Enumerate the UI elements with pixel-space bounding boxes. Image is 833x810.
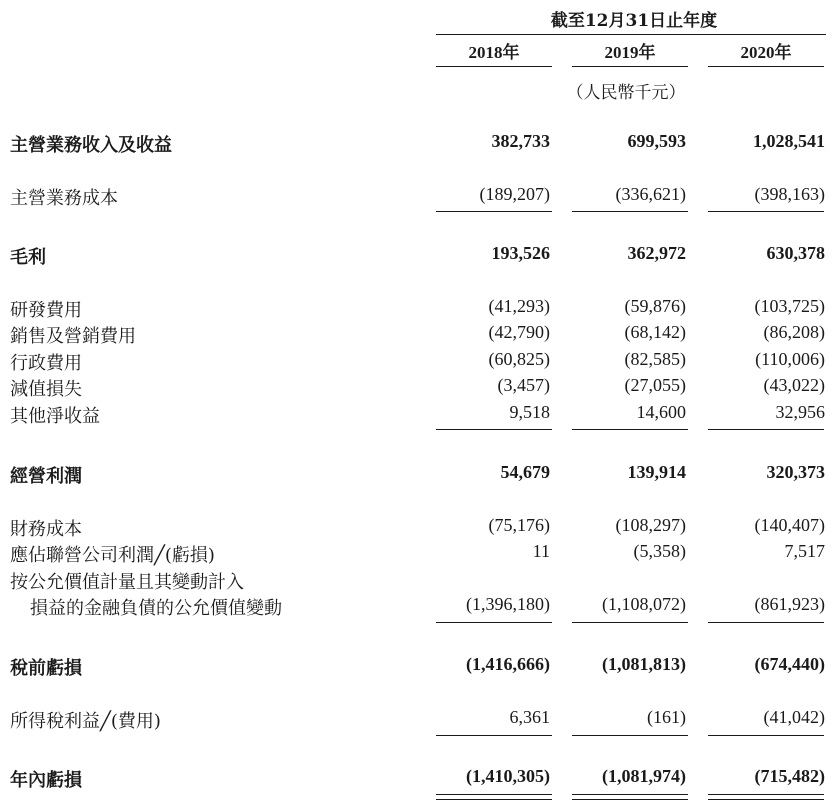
value-2019: (1,081,974) xyxy=(602,766,686,786)
value-2020: (674,440) xyxy=(754,654,825,674)
year-header-2018: 2018年 xyxy=(468,43,520,62)
row-label: 毛利 xyxy=(10,247,46,268)
row-admin-expenses xyxy=(0,349,833,375)
value-2018: (3,457) xyxy=(497,375,550,395)
row-label: 其他淨收益 xyxy=(10,406,100,427)
row-operating-profit xyxy=(0,462,833,488)
row-label: 財務成本 xyxy=(10,519,82,540)
value-2020: (41,042) xyxy=(763,707,825,727)
row-label: 應佔聯營公司利潤╱(虧損) xyxy=(10,545,215,566)
subtotal-rule xyxy=(436,622,552,623)
year-header-2020: 2020年 xyxy=(740,43,792,62)
subtotal-rule xyxy=(708,429,824,430)
row-rd-expenses xyxy=(0,296,833,322)
value-2018: 9,518 xyxy=(509,402,550,422)
subtotal-rule xyxy=(572,622,688,623)
value-2019: (5,358) xyxy=(633,541,686,561)
row-loss-for-year xyxy=(0,766,833,792)
row-label: 研發費用 xyxy=(10,300,82,321)
row-label: 經營利潤 xyxy=(10,466,82,487)
row-revenue xyxy=(0,131,833,157)
subtotal-rule xyxy=(572,429,688,430)
row-impairment-losses xyxy=(0,375,833,401)
value-2019: (68,142) xyxy=(624,322,686,342)
row-label: 行政費用 xyxy=(10,353,82,374)
value-2020: (103,725) xyxy=(754,296,825,316)
value-2018: 193,526 xyxy=(491,243,550,263)
subtotal-rule xyxy=(436,735,552,736)
year-rule xyxy=(436,66,552,67)
subtotal-rule xyxy=(436,211,552,212)
year-header-2019: 2019年 xyxy=(604,43,656,62)
row-label: 按公允價值計量且其變動計入 xyxy=(10,572,244,593)
row-label: 所得稅利益╱(費用) xyxy=(10,711,161,732)
value-2020: 7,517 xyxy=(784,541,825,561)
value-2018: 11 xyxy=(532,541,550,561)
value-2020: (398,163) xyxy=(754,184,825,204)
subtotal-rule xyxy=(436,429,552,430)
row-cost-of-revenue xyxy=(0,184,833,210)
row-label: 主營業務收入及收益 xyxy=(10,135,172,156)
row-label: 年內虧損 xyxy=(10,770,82,791)
value-2018: 6,361 xyxy=(509,707,550,727)
row-finance-costs xyxy=(0,515,833,541)
value-2018: (42,790) xyxy=(488,322,550,342)
value-2018: 54,679 xyxy=(500,462,550,482)
row-loss-before-tax xyxy=(0,654,833,680)
value-2019: 362,972 xyxy=(627,243,686,263)
value-2020: (43,022) xyxy=(763,375,825,395)
subtotal-rule xyxy=(572,211,688,212)
value-2019: (59,876) xyxy=(624,296,686,316)
value-2019: 14,600 xyxy=(636,402,686,422)
value-2019: (82,585) xyxy=(624,349,686,369)
value-2019: (1,108,072) xyxy=(602,594,686,614)
row-label: 稅前虧損 xyxy=(10,658,82,679)
value-2019: (27,055) xyxy=(624,375,686,395)
value-2018: (1,396,180) xyxy=(466,594,550,614)
value-2019: (336,621) xyxy=(615,184,686,204)
subtotal-rule xyxy=(572,735,688,736)
row-other-net-gains xyxy=(0,402,833,428)
period-header: 截至12月31日止年度 xyxy=(550,11,718,31)
row-gross-profit xyxy=(0,243,833,269)
value-2020: (715,482) xyxy=(754,766,825,786)
value-2018: (75,176) xyxy=(488,515,550,535)
value-2020: (140,407) xyxy=(754,515,825,535)
value-2018: 382,733 xyxy=(491,131,550,151)
value-2019: (108,297) xyxy=(615,515,686,535)
row-label: 損益的金融負債的公允價值變動 xyxy=(30,598,282,619)
total-double-rule xyxy=(572,794,688,800)
value-2020: 1,028,541 xyxy=(753,131,825,151)
value-2019: (161) xyxy=(647,707,686,727)
subtotal-rule xyxy=(708,622,824,623)
row-fair-value-changes xyxy=(0,594,833,620)
value-2019: (1,081,813) xyxy=(602,654,686,674)
subtotal-rule xyxy=(708,211,824,212)
value-2020: 320,373 xyxy=(766,462,825,482)
value-2020: 630,378 xyxy=(766,243,825,263)
period-header-rule xyxy=(436,34,826,35)
value-2018: (189,207) xyxy=(479,184,550,204)
value-2018: (1,416,666) xyxy=(466,654,550,674)
year-rule xyxy=(572,66,688,67)
row-fair-value-heading xyxy=(0,568,833,594)
row-label: 銷售及營銷費用 xyxy=(10,326,136,347)
year-rule xyxy=(708,66,824,67)
value-2018: (1,410,305) xyxy=(466,766,550,786)
value-2018: (41,293) xyxy=(488,296,550,316)
subtotal-rule xyxy=(708,735,824,736)
value-2019: 699,593 xyxy=(627,131,686,151)
total-double-rule xyxy=(436,794,552,800)
value-2020: (86,208) xyxy=(763,322,825,342)
row-label: 減值損失 xyxy=(10,379,82,400)
row-income-tax xyxy=(0,707,833,733)
value-2018: (60,825) xyxy=(488,349,550,369)
value-2019: 139,914 xyxy=(627,462,686,482)
value-2020: 32,956 xyxy=(775,402,825,422)
row-share-of-associates xyxy=(0,541,833,567)
total-double-rule xyxy=(708,794,824,800)
row-selling-expenses xyxy=(0,322,833,348)
value-2020: (861,923) xyxy=(754,594,825,614)
value-2020: (110,006) xyxy=(755,349,825,369)
unit-label: （人民幣千元） xyxy=(566,83,686,103)
row-label: 主營業務成本 xyxy=(10,188,118,209)
